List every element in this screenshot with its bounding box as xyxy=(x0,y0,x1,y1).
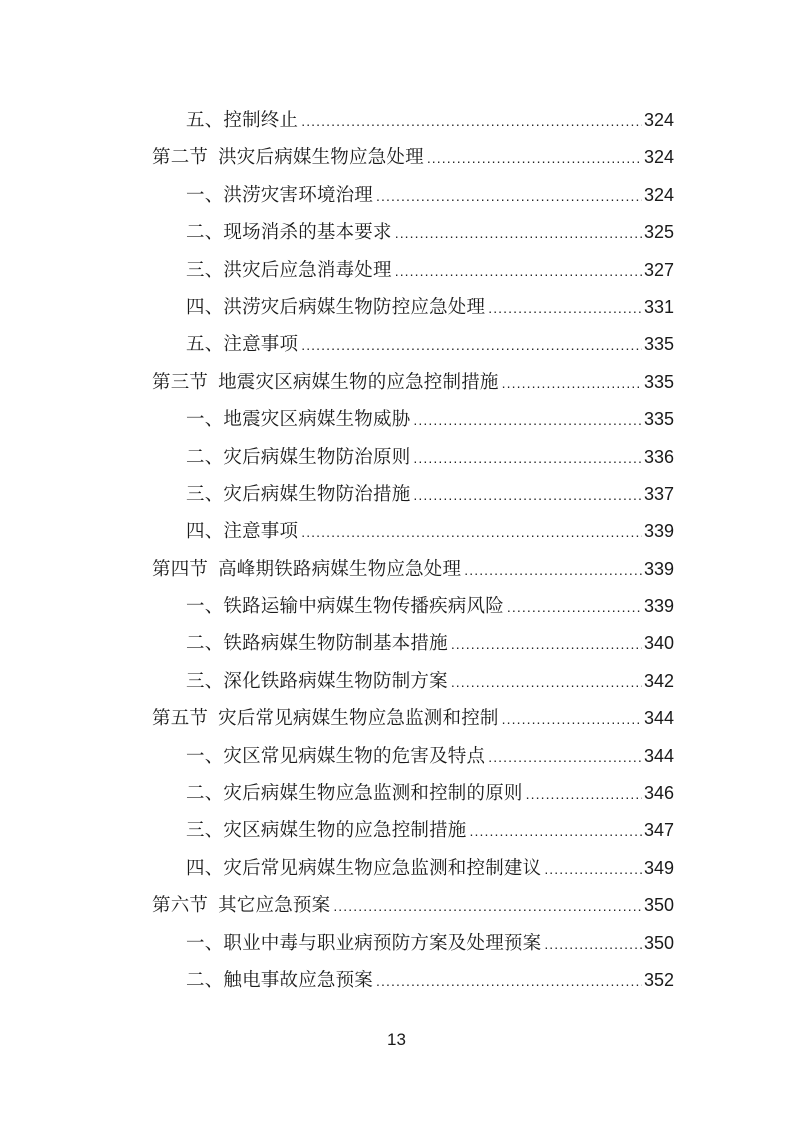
toc-entry-title: 二、灾后病媒生物防治原则 xyxy=(186,446,411,468)
toc-entry-title: 五、注意事项 xyxy=(186,334,299,356)
toc-page-number: 331 xyxy=(643,296,674,317)
dot-leader xyxy=(376,178,642,215)
toc-entry-label xyxy=(152,364,499,401)
dot-leader xyxy=(413,402,642,439)
toc-page-number: 335 xyxy=(643,371,674,392)
dot-leader xyxy=(395,253,642,290)
toc-subsection-entry[interactable] xyxy=(152,439,674,476)
toc-entry-title: 三、洪灾后应急消毒处理 xyxy=(186,259,392,281)
toc-subsection-entry[interactable] xyxy=(152,663,674,700)
toc-subsection-entry[interactable] xyxy=(152,962,674,999)
toc-subsection-entry[interactable] xyxy=(152,476,674,513)
toc-section-number: 第三节 xyxy=(152,371,209,393)
toc-page-number: 325 xyxy=(643,222,674,243)
toc-page-number: 324 xyxy=(643,184,674,205)
toc-entry-label xyxy=(186,476,410,513)
dot-leader xyxy=(502,701,642,738)
toc-entry-label xyxy=(186,625,448,662)
dot-leader xyxy=(376,963,642,1000)
dot-leader xyxy=(413,477,642,514)
toc-entry-label xyxy=(152,551,461,588)
dot-leader xyxy=(502,365,642,402)
toc-page-number: 339 xyxy=(643,521,674,542)
toc-subsection-entry[interactable] xyxy=(152,326,674,363)
toc-section-number: 第六节 xyxy=(152,895,209,917)
toc-subsection-entry[interactable] xyxy=(152,625,674,662)
toc-entry-title: 一、灾区常见病媒生物的危害及特点 xyxy=(186,745,486,767)
dot-leader xyxy=(301,327,642,364)
toc-entry-label xyxy=(186,925,541,962)
toc-section-number: 第二节 xyxy=(152,147,209,169)
toc-page-number: 350 xyxy=(643,895,674,916)
toc-entry-title: 四、洪涝灾后病媒生物防控应急处理 xyxy=(186,296,486,318)
toc-entry-title: 三、灾区病媒生物的应急控制措施 xyxy=(186,820,467,842)
toc-subsection-entry[interactable] xyxy=(152,177,674,214)
toc-section-entry[interactable] xyxy=(152,364,674,401)
dot-leader xyxy=(488,290,642,327)
toc-subsection-entry[interactable] xyxy=(152,214,674,251)
toc-section-entry[interactable] xyxy=(152,551,674,588)
dot-leader xyxy=(507,589,642,626)
toc-subsection-entry[interactable] xyxy=(152,812,674,849)
toc-entry-label xyxy=(186,775,523,812)
dot-leader xyxy=(451,626,642,663)
dot-leader xyxy=(526,776,642,813)
dot-leader xyxy=(395,215,642,252)
toc-entry-label xyxy=(186,439,410,476)
toc-entry-label xyxy=(186,738,485,775)
toc-entry-title: 高峰期铁路病媒生物应急处理 xyxy=(218,558,462,580)
toc-section-entry[interactable] xyxy=(152,887,674,924)
toc-subsection-entry[interactable] xyxy=(152,588,674,625)
toc-entry-label xyxy=(186,326,298,363)
toc-page-number: 335 xyxy=(643,409,674,430)
toc-subsection-entry[interactable] xyxy=(152,401,674,438)
toc-entry-label xyxy=(186,177,373,214)
dot-leader xyxy=(413,440,642,477)
toc-page-number: 350 xyxy=(643,932,674,953)
toc-entry-label xyxy=(186,588,504,625)
toc-page-number: 337 xyxy=(643,483,674,504)
toc-subsection-entry[interactable] xyxy=(152,102,674,139)
toc-entry-title: 二、现场消杀的基本要求 xyxy=(186,222,392,244)
toc-subsection-entry[interactable] xyxy=(152,925,674,962)
toc-entry-title: 一、洪涝灾害环境治理 xyxy=(186,184,374,206)
dot-leader xyxy=(464,552,642,589)
toc-entry-title: 四、注意事项 xyxy=(186,521,299,543)
toc-page-number: 352 xyxy=(643,969,674,990)
toc-entry-title: 地震灾区病媒生物的应急控制措施 xyxy=(218,371,499,393)
dot-leader xyxy=(451,664,642,701)
toc-section-number: 第四节 xyxy=(152,558,209,580)
toc-entry-title: 三、灾后病媒生物防治措施 xyxy=(186,483,411,505)
toc-subsection-entry[interactable] xyxy=(152,252,674,289)
toc-entry-title: 五、控制终止 xyxy=(186,110,299,131)
table-of-contents xyxy=(152,102,674,999)
toc-entry-title: 灾后常见病媒生物应急监测和控制 xyxy=(218,708,499,730)
page-number: 13 xyxy=(387,1030,406,1049)
toc-subsection-entry[interactable] xyxy=(152,289,674,326)
dot-leader xyxy=(301,103,642,140)
toc-entry-label xyxy=(186,513,298,550)
toc-page-number: 324 xyxy=(643,110,674,130)
toc-page-number: 335 xyxy=(643,334,674,355)
toc-entry-title: 二、灾后病媒生物应急监测和控制的原则 xyxy=(186,783,523,805)
toc-entry-title: 二、触电事故应急预案 xyxy=(186,969,374,991)
toc-page-number: 339 xyxy=(643,596,674,617)
toc-entry-title: 其它应急预案 xyxy=(218,895,331,917)
toc-entry-title: 四、灾后常见病媒生物应急监测和控制建议 xyxy=(186,857,542,879)
toc-entry-title: 一、职业中毒与职业病预防方案及处理预案 xyxy=(186,932,542,954)
dot-leader xyxy=(544,851,642,888)
toc-entry-title: 二、铁路病媒生物防制基本措施 xyxy=(186,633,448,655)
toc-section-number: 第五节 xyxy=(152,708,209,730)
toc-entry-label xyxy=(152,139,424,176)
toc-section-entry[interactable] xyxy=(152,139,674,176)
dot-leader xyxy=(544,926,642,963)
toc-entry-label xyxy=(186,289,485,326)
dot-leader xyxy=(470,813,642,850)
toc-page-number: 349 xyxy=(643,857,674,878)
toc-entry-title: 三、深化铁路病媒生物防制方案 xyxy=(186,670,448,692)
dot-leader xyxy=(333,888,642,925)
toc-entry-label xyxy=(152,700,499,737)
toc-page-number: 346 xyxy=(643,783,674,804)
toc-section-entry[interactable] xyxy=(152,700,674,737)
dot-leader xyxy=(427,140,642,177)
toc-entry-label xyxy=(186,252,392,289)
toc-page-number: 340 xyxy=(643,633,674,654)
toc-page-number: 342 xyxy=(643,670,674,691)
toc-entry-label xyxy=(186,102,298,139)
toc-entry-title: 一、铁路运输中病媒生物传播疾病风险 xyxy=(186,596,504,618)
toc-entry-label xyxy=(152,887,330,924)
toc-entry-label xyxy=(186,850,541,887)
toc-page-number: 324 xyxy=(643,147,674,168)
toc-entry-label xyxy=(186,663,448,700)
toc-page-number: 344 xyxy=(643,708,674,729)
toc-entry-title: 一、地震灾区病媒生物威胁 xyxy=(186,409,411,431)
dot-leader xyxy=(301,514,642,551)
toc-subsection-entry[interactable] xyxy=(152,738,674,775)
toc-subsection-entry[interactable] xyxy=(152,850,674,887)
toc-entry-title: 洪灾后病媒生物应急处理 xyxy=(218,147,424,169)
toc-entry-label xyxy=(186,214,392,251)
toc-page-number: 339 xyxy=(643,558,674,579)
toc-subsection-entry[interactable] xyxy=(152,775,674,812)
toc-subsection-entry[interactable] xyxy=(152,513,674,550)
toc-page-number: 327 xyxy=(643,259,674,280)
toc-page-number: 347 xyxy=(643,820,674,841)
toc-page-number: 336 xyxy=(643,446,674,467)
toc-page-number: 344 xyxy=(643,745,674,766)
toc-entry-label xyxy=(186,812,467,849)
dot-leader xyxy=(488,739,642,776)
toc-entry-label xyxy=(186,401,410,438)
toc-entry-label xyxy=(186,962,373,999)
